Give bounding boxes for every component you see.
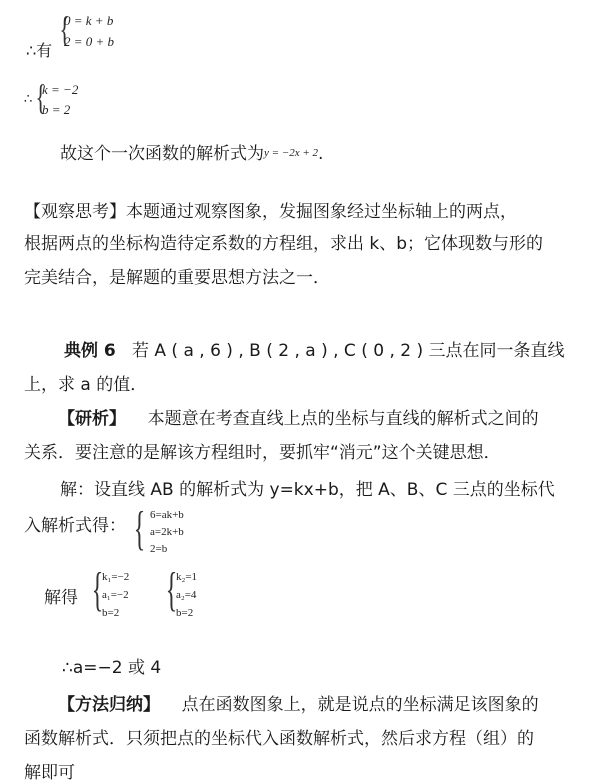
sol2-a: a₂=4 (176, 589, 197, 601)
solve-label: 解得 (44, 588, 78, 608)
top-system-brace: { (59, 9, 70, 49)
solution-2-brace: { (165, 563, 178, 616)
sol1-k: k₁=−2 (102, 571, 130, 583)
solution-line-2: 入解析式得： (24, 516, 126, 536)
therefore-have-label: ∴有 (26, 41, 53, 60)
sub-eq-2: a=2k+b (150, 526, 184, 538)
conclusion-formula: y = −2x + 2 (264, 147, 319, 159)
solution-1-brace: { (91, 563, 104, 616)
result-system-brace: { (35, 77, 46, 117)
example6-question: 若 A ( a , 6 ) , B ( 2 , a ) , C ( 0 , 2 ) 三点在同一条直线 (131, 341, 565, 361)
substitution-brace: { (133, 502, 146, 555)
observe-line-2: 根据两点的坐标构造待定系数的方程组，求出 k、b；它体现数与形的 (24, 234, 544, 254)
analysis-text-1: 本题意在考查直线上点的坐标与直线的解析式之间的 (147, 409, 539, 429)
sub-eq-1: 6=ak+b (150, 509, 184, 521)
example6-line-1 (64, 336, 565, 361)
observe-line-1: 【观察思考】本题通过观察图象，发掘图象经过坐标轴上的两点， (24, 202, 517, 222)
result-eq-k: k = −2 (42, 82, 79, 97)
sol2-b: b=2 (176, 607, 194, 619)
sub-eq-3: 2=b (150, 543, 168, 555)
method-line-1 (58, 690, 539, 715)
example6-label: 典例 6 (64, 341, 116, 361)
analysis-line-1 (58, 404, 539, 429)
analysis-line-2: 关系．要注意的是解该方程组时，要抓牢“消元”这个关键思想． (24, 443, 501, 463)
sol1-b: b=2 (102, 607, 120, 619)
method-label: 【方法归纳】 (58, 695, 160, 715)
method-line-3: 解即可 (24, 763, 75, 783)
conclusion-line (60, 141, 323, 167)
solution-line-1: 解：设直线 AB 的解析式为 y=kx+b，把 A、B、C 三点的坐标代 (60, 480, 555, 500)
top-eq-2: 2 = 0 + b (64, 34, 115, 49)
observe-line-3: 完美结合，是解题的重要思想方法之一． (24, 268, 330, 288)
top-eq-1: 0 = k + b (64, 13, 114, 28)
analysis-label: 【研析】 (58, 409, 126, 429)
sol2-k: k₂=1 (176, 571, 198, 583)
answer-line: ∴a=−2 或 4 (62, 658, 162, 678)
therefore-symbol: ∴ (24, 92, 33, 107)
sol1-a: a₁=−2 (102, 589, 129, 601)
conclusion-period: . (318, 144, 324, 164)
example6-line-2: 上，求 a 的值． (24, 375, 148, 395)
method-line-2: 函数解析式．只须把点的坐标代入函数解析式，然后求方程（组）的 (24, 729, 534, 749)
method-text-1: 点在函数图象上，就是说点的坐标满足该图象的 (181, 695, 539, 715)
conclusion-text: 故这个一次函数的解析式为 (60, 144, 264, 164)
result-eq-b: b = 2 (42, 102, 71, 117)
